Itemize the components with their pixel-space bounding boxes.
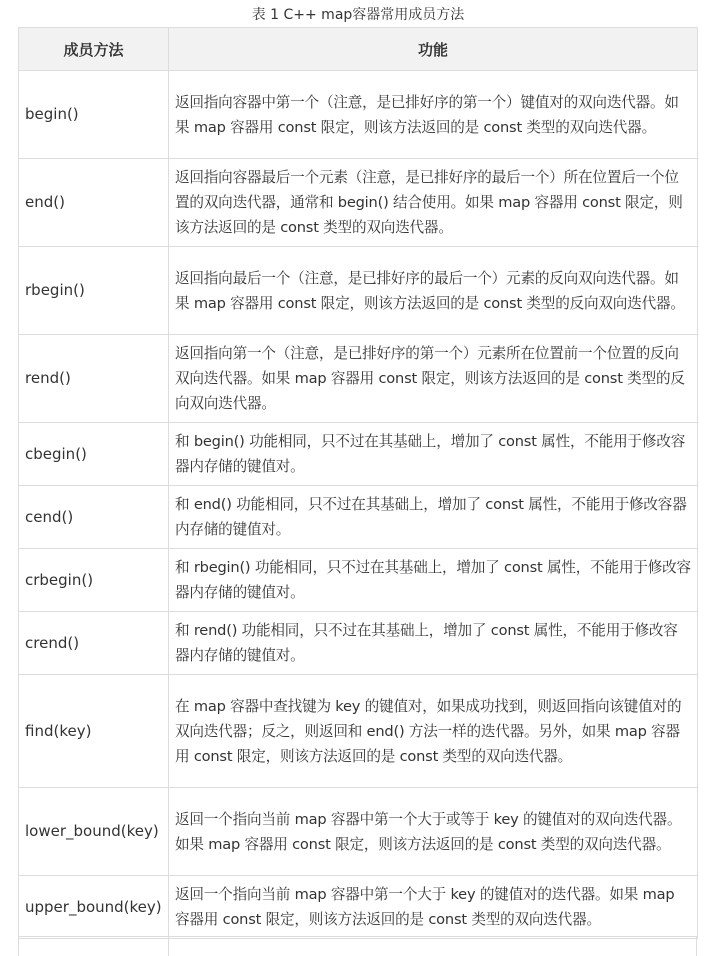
table-row [19,159,698,247]
method-name: crend() [19,612,169,675]
member-methods-table [18,27,698,939]
next-row-divider [168,936,169,956]
method-name: end() [19,159,169,247]
method-name: cend() [19,486,169,549]
method-description: 返回指向最后一个（注意，是已排好序的最后一个）元素的反向双向迭代器。如果 map 容器用 const 限定，则该方法返回的是 const 类型的反向双向迭代器。 [169,247,698,335]
method-description: 和 rbegin() 功能相同，只不过在其基础上，增加了 const 属性，不能用于修改容器内存储的键值对。 [169,549,698,612]
method-name: cbegin() [19,423,169,486]
method-name: crbegin() [19,549,169,612]
table-row [19,71,698,159]
table-header-row [19,28,698,71]
header-method: 成员方法 [19,28,169,71]
method-description: 返回一个指向当前 map 容器中第一个大于或等于 key 的键值对的双向迭代器。如果 map 容器用 const 限定，则该方法返回的是 const 类型的双向迭代器。 [169,788,698,876]
header-function: 功能 [169,28,698,71]
table-row [19,549,698,612]
table-row [19,486,698,549]
method-name: upper_bound(key) [19,876,169,939]
method-description: 返回指向容器中第一个（注意，是已排好序的第一个）键值对的双向迭代器。如果 map 容器用 const 限定，则该方法返回的是 const 类型的双向迭代器。 [169,71,698,159]
method-description: 返回指向容器最后一个元素（注意，是已排好序的最后一个）所在位置后一个位置的双向迭代器，通常和 begin() 结合使用。如果 map 容器用 const 限定，则该方法返回的是 const 类型的双向迭代器。 [169,159,698,247]
table-row [19,876,698,939]
table-row [19,247,698,335]
table-row [19,335,698,423]
method-name: rend() [19,335,169,423]
method-description: 在 map 容器中查找键为 key 的键值对，如果成功找到，则返回指向该键值对的双向迭代器；反之，则返回和 end() 方法一样的迭代器。另外，如果 map 容器用 const 限定，则该方法返回的是 const 类型的双向迭代器。 [169,675,698,788]
table-row [19,788,698,876]
method-description: 返回指向第一个（注意，是已排好序的第一个）元素所在位置前一个位置的反向双向迭代器。如果 map 容器用 const 限定，则该方法返回的是 const 类型的反向双向迭代器。 [169,335,698,423]
next-row-partial [18,936,697,956]
method-name: rbegin() [19,247,169,335]
method-description: 和 end() 功能相同，只不过在其基础上，增加了 const 属性，不能用于修改容器内存储的键值对。 [169,486,698,549]
method-description: 和 begin() 功能相同，只不过在其基础上，增加了 const 属性，不能用于修改容器内存储的键值对。 [169,423,698,486]
method-description: 返回一个指向当前 map 容器中第一个大于 key 的键值对的迭代器。如果 map 容器用 const 限定，则该方法返回的是 const 类型的双向迭代器。 [169,876,698,939]
table-row [19,423,698,486]
method-name: lower_bound(key) [19,788,169,876]
method-description: 和 rend() 功能相同，只不过在其基础上，增加了 const 属性，不能用于修改容器内存储的键值对。 [169,612,698,675]
table-row [19,675,698,788]
method-name: find(key) [19,675,169,788]
method-name: begin() [19,71,169,159]
table-caption: 表 1 C++ map容器常用成员方法 [251,7,465,23]
table-row [19,612,698,675]
